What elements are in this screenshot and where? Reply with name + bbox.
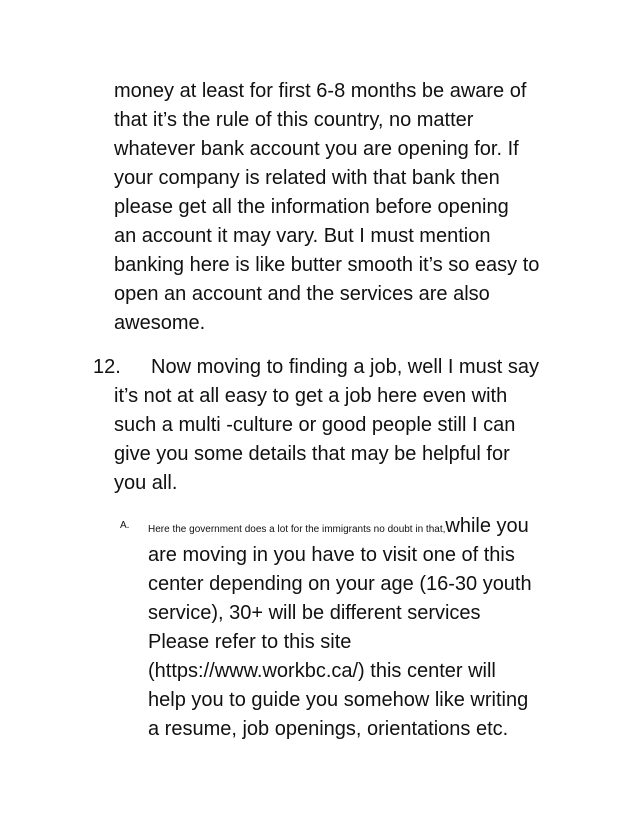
- small-text-run: Here the government does a lot for the immigrants no doubt in that,: [148, 524, 446, 535]
- text-line: (https://www.workbc.ca/) this center will: [148, 660, 496, 682]
- text-line: Please refer to this site: [148, 631, 352, 653]
- text-line: your company is related with that bank then: [114, 167, 500, 189]
- text-line: help you to guide you somehow like writing: [148, 689, 529, 711]
- list-item-marker: A.: [120, 520, 130, 531]
- text-line: you all.: [114, 472, 178, 494]
- text-line: that it’s the rule of this country, no matter: [114, 109, 474, 131]
- text-line: give you some details that may be helpful for: [114, 443, 510, 465]
- text-line: are moving in you have to visit one of this: [148, 544, 515, 566]
- text-line: whatever bank account you are opening for. If: [114, 138, 519, 160]
- text-line: banking here is like butter smooth it’s so easy to: [114, 254, 540, 276]
- list-item-number: 12.: [93, 356, 121, 378]
- text-line: such a multi -culture or good people still I can: [114, 414, 516, 436]
- text-line: a resume, job openings, orientations etc.: [148, 718, 509, 740]
- text-line: awesome.: [114, 312, 206, 334]
- text-line: open an account and the services are also: [114, 283, 490, 305]
- text-line: center depending on your age (16-30 youth: [148, 573, 532, 595]
- text-line: please get all the information before opening: [114, 196, 509, 218]
- text-line: it’s not at all easy to get a job here even with: [114, 385, 508, 407]
- text-line: Now moving to finding a job, well I must say: [151, 356, 539, 378]
- large-text-run: while you: [445, 515, 529, 537]
- text-line: money at least for first 6-8 months be aware of: [114, 80, 527, 102]
- text-line: [148, 512, 529, 544]
- text-line: service), 30+ will be different services: [148, 602, 481, 624]
- text-line: an account it may vary. But I must mention: [114, 225, 491, 247]
